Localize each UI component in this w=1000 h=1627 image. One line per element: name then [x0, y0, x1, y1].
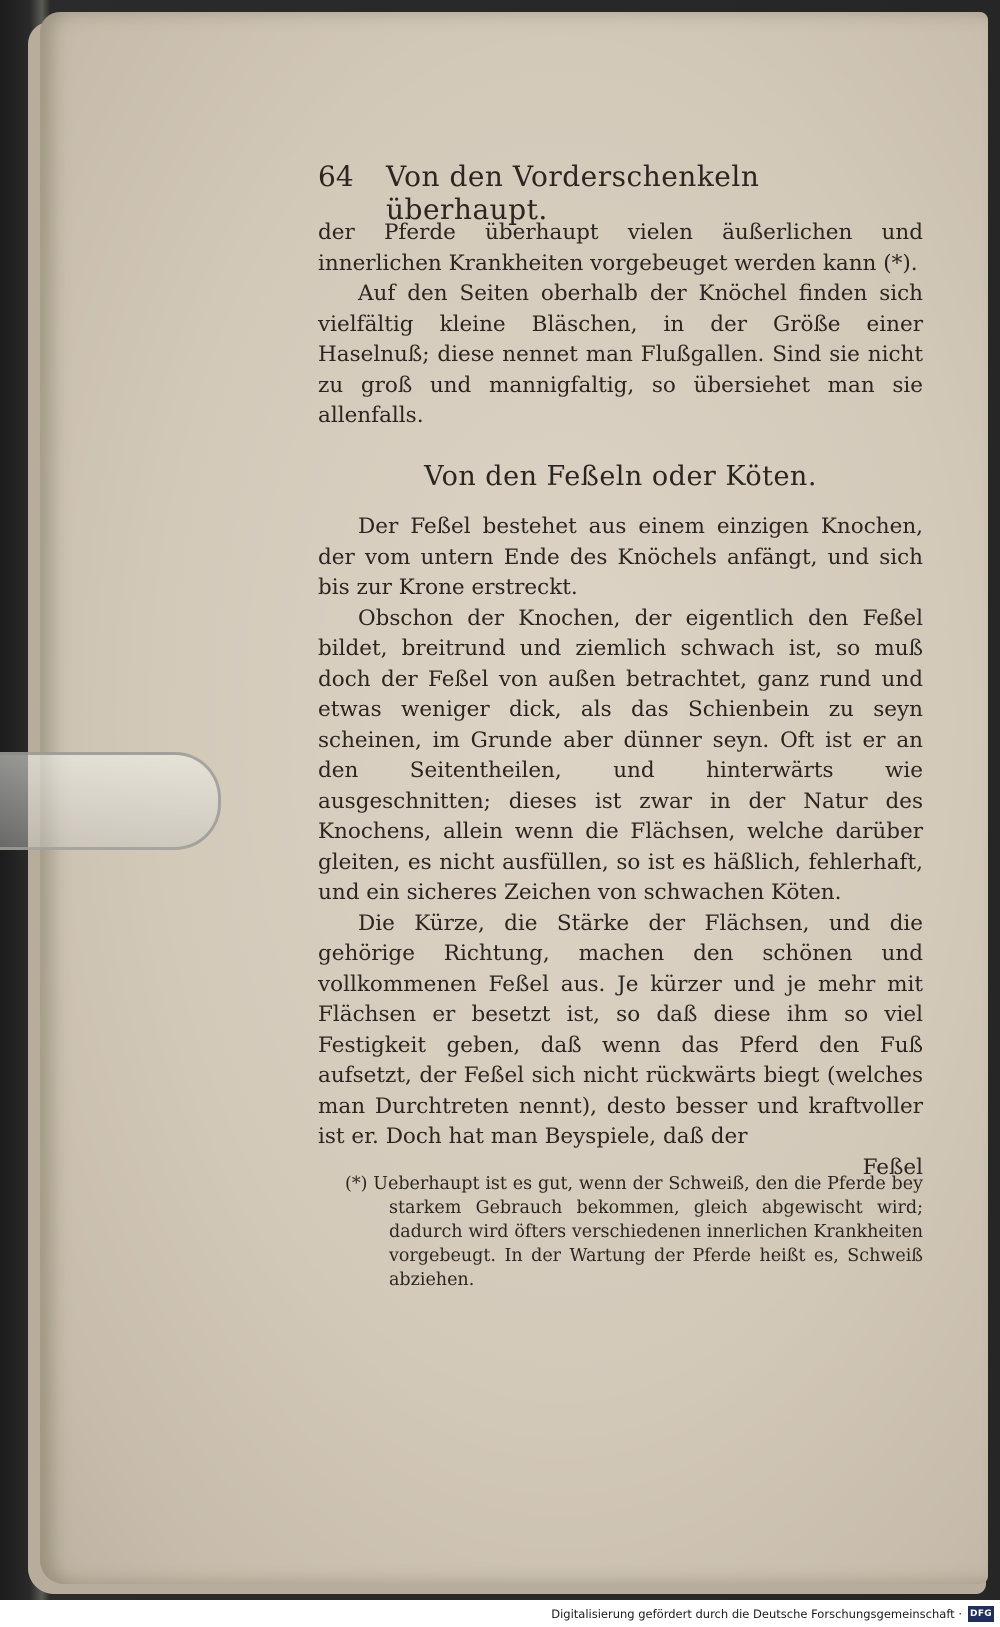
paragraph-fessel-quality: Die Kürze, die Stärke der Flächsen, und die gehörige Richtung, machen den schönen und vollkommenen Feßel aus. Je kürzer und je mehr mit Flächsen er besetzt ist, so daß diese ihm so viel Festigkeit geben, daß wenn das Pferd den Fuß aufsetzt, der Feßel sich nicht rückwärts biegt (welches man Durchtreten nennt), desto besser und kraftvoller ist er. Doch hat man Beyspiele, daß der	[318, 910, 923, 1149]
body-text	[318, 218, 923, 1183]
digitization-footer	[0, 1600, 1000, 1627]
paragraph-continuation: der Pferde überhaupt vielen äußerlichen und innerlichen Krankheiten vorgebeuget werden kann (*).	[318, 220, 923, 276]
section-heading: Von den Feßeln oder Köten.	[424, 460, 817, 492]
running-title: Von den Vorderschenkeln überhaupt.	[386, 160, 760, 226]
footnote-text: (*) Ueberhaupt ist es gut, wenn der Schweiß, den die Pferde bey starkem Gebrauch bekommen, gleich abgewischt wird; dadurch wird öfters verschiedenen innerlichen Krankheiten vorgebeugt. In der Wartung der Pferde heißt es, Schweiß abziehen.	[345, 1174, 923, 1290]
paragraph-fessel-definition: Der Feßel bestehet aus einem einzigen Knochen, der vom untern Ende des Knöchels anfängt, und sich bis zur Krone erstreckt.	[318, 514, 923, 600]
running-head	[318, 160, 858, 226]
catchword: Feßel	[862, 1154, 923, 1180]
footnote	[345, 1172, 923, 1292]
footer-credit: Digitalisierung gefördert durch die Deutsche Forschungsgemeinschaft ·	[551, 1606, 962, 1621]
paragraph-flussgallen: Auf den Seiten oberhalb der Knöchel finden sich vielfältig kleine Bläschen, in der Größe einer Haselnuß; diese nennet man Flußgallen. Sind sie nicht zu groß und mannigfaltig, so übersiehet man sie allenfalls.	[318, 281, 923, 428]
page-clip	[0, 752, 221, 850]
page-number: 64	[318, 160, 354, 193]
dfg-logo: DFG	[968, 1606, 994, 1622]
paragraph-fessel-shape: Obschon der Knochen, der eigentlich den Feßel bildet, breitrund und ziemlich schwach ist, so muß doch der Feßel von außen betrachtet, ganz rund und etwas weniger dick, als das Schienbein zu seyn scheinen, im Grunde aber dünner seyn. Oft ist er an den Seitentheilen, und hinterwärts wie ausgeschnitten; dieses ist zwar in der Natur des Knochens, allein wenn die Flächsen, welche darüber gleiten, es nicht ausfüllen, so ist es häßlich, fehlerhaft, und ein sicheres Zeichen von schwachen Köten.	[318, 605, 923, 905]
